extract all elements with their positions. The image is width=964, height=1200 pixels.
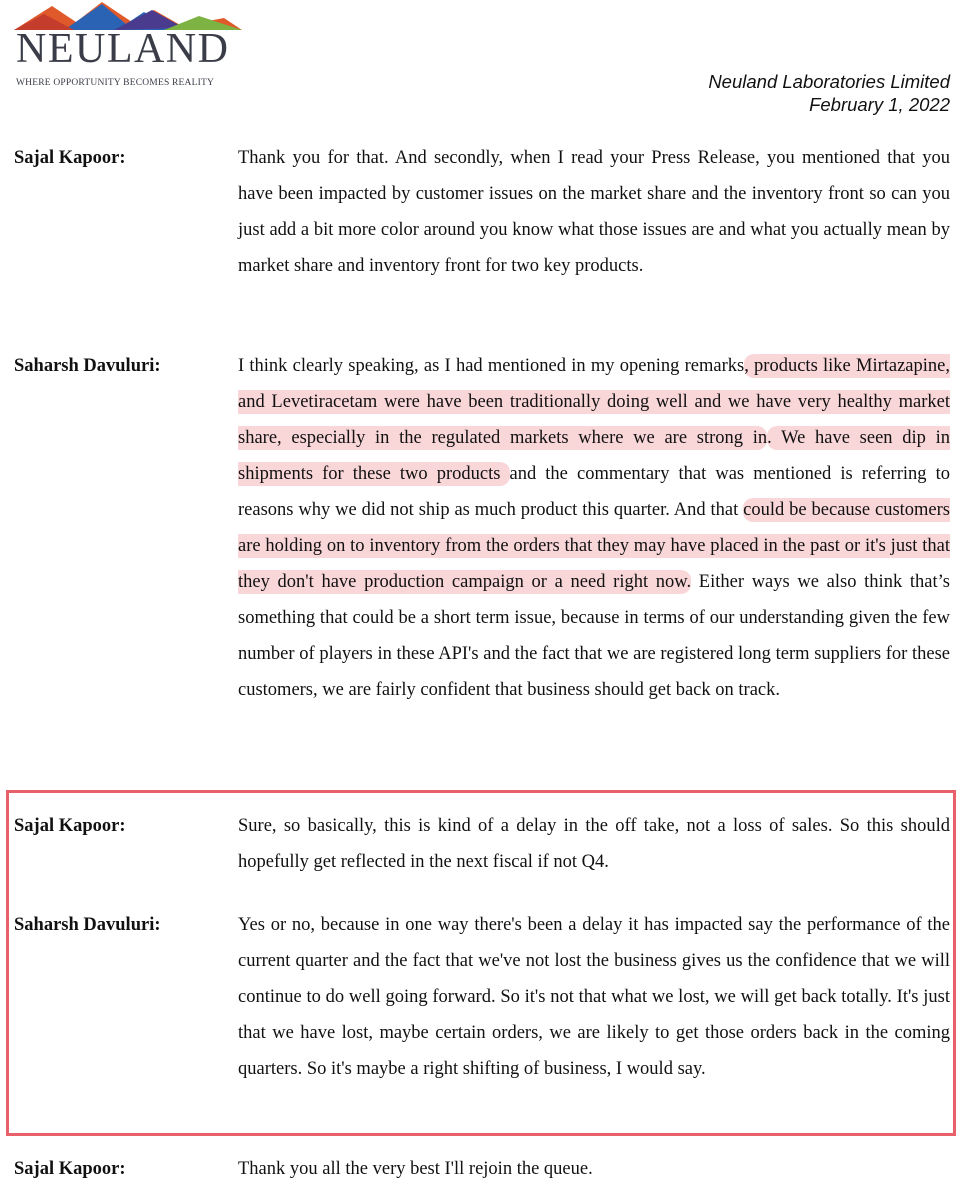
speaker-text: Sure, so basically, this is kind of a delay in the off take, not a loss of sales. So this should hopefully get reflected in the next fiscal if not Q4. bbox=[238, 816, 950, 872]
speaker-name: Sajal Kapoor: bbox=[14, 1159, 126, 1179]
text-segment: and the commentary that was mentioned is referring to reasons why we did not ship as much product this quarter. And that bbox=[238, 464, 950, 520]
company-logo bbox=[10, 0, 240, 95]
highlighted-text: could be because customers are holding on to inventory from the orders that they may have placed in the past or it's just that they don't have production campaign or a need right now. bbox=[238, 500, 950, 592]
speaker-name: Saharsh Davuluri: bbox=[14, 356, 161, 376]
highlighted-text: , products like Mirtazapine, and Levetiracetam were have been traditionally doing well and we have very healthy market share, especially in the regulated markets where we are strong in bbox=[238, 356, 950, 448]
text-segment: I think clearly speaking, as I had mentioned in my opening remarks bbox=[238, 356, 745, 376]
logo-tagline: WHERE OPPORTUNITY BECOMES REALITY bbox=[16, 78, 215, 88]
highlighted-text: . We have seen dip in shipments for these two products bbox=[238, 428, 950, 484]
speaker-text: Yes or no, because in one way there's been a delay it has impacted say the performance of the current quarter and the fact that we've not lost the business gives us the confidence that we will continue to do well going forward. So it's not that what we lost, we will get back totally. It's just that we have lost, maybe certain orders, we are likely to get those orders back in the coming quarters. So it's maybe a right shifting of business, I would say. bbox=[238, 915, 950, 1079]
text-segment: Either ways we also think that’s something that could be a short term issue, because in terms of our understanding given the few number of players in these API's and the fact that we are registered long term suppliers for these customers, we are fairly confident that business should get back on track. bbox=[238, 572, 950, 700]
logo-wordmark: NEULAND bbox=[16, 26, 230, 72]
speaker-text: Thank you for that. And secondly, when I read your Press Release, you mentioned that you have been impacted by customer issues on the market share and the inventory front so can you just add a bit more color around you know what those issues are and what you actually mean by market share and inventory front for two key products. bbox=[238, 148, 950, 276]
company-name: Neuland Laboratories Limited bbox=[708, 71, 950, 92]
speaker-text: Thank you all the very best I'll rejoin the queue. bbox=[238, 1159, 593, 1179]
document-date: February 1, 2022 bbox=[809, 94, 950, 115]
document-header bbox=[708, 70, 950, 116]
speaker-name: Sajal Kapoor: bbox=[14, 816, 126, 836]
speaker-text bbox=[238, 348, 950, 708]
speaker-name: Sajal Kapoor: bbox=[14, 148, 126, 168]
speaker-name: Saharsh Davuluri: bbox=[14, 915, 161, 935]
